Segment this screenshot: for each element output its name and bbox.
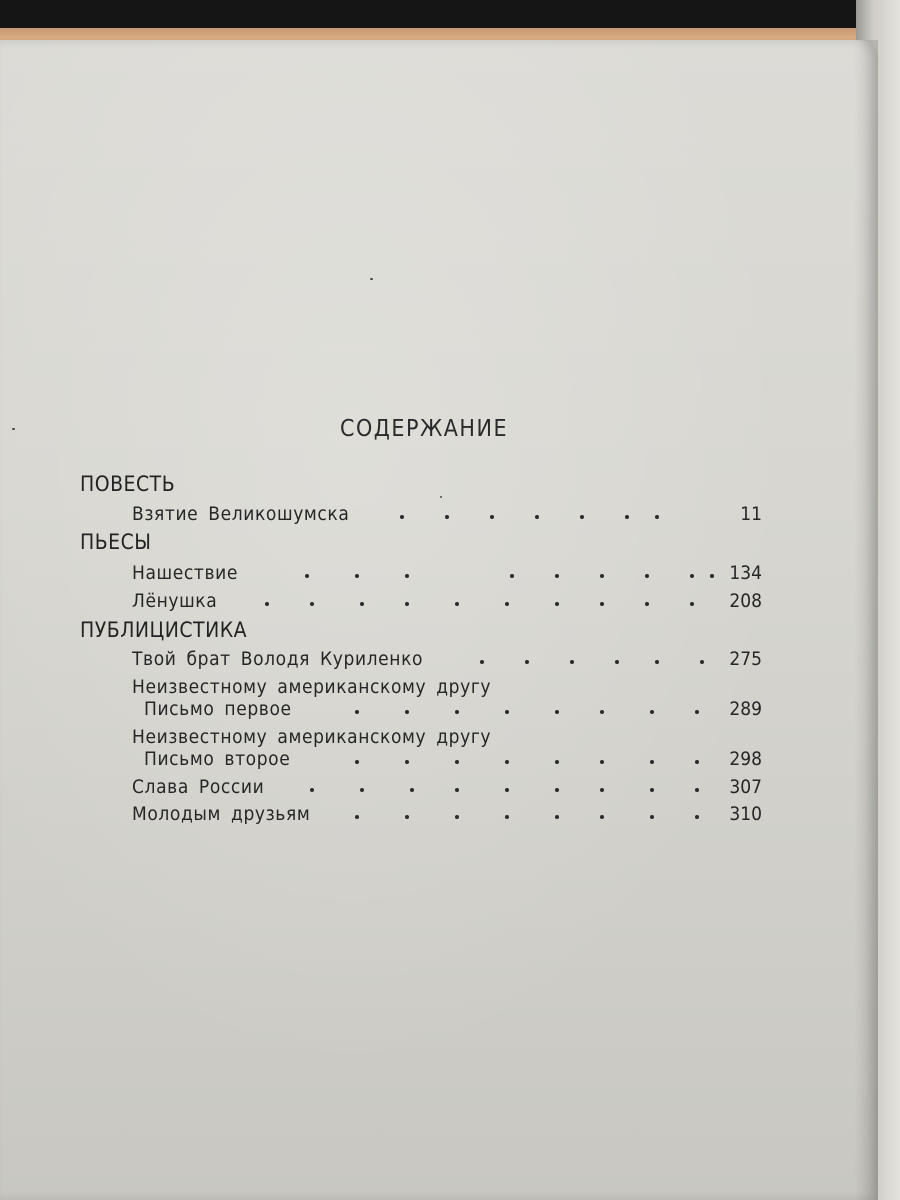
toc-entry — [132, 590, 762, 616]
entry-title: Молодым друзьям — [132, 803, 311, 825]
leader-dot — [305, 574, 309, 578]
entry-page-number: 310 — [729, 803, 762, 825]
leader-dot — [655, 515, 659, 519]
entry-title: Слава России — [132, 776, 265, 798]
toc-entry — [132, 562, 762, 588]
toc-entry — [132, 776, 762, 802]
toc-entry — [132, 648, 762, 674]
entry-title: Письмо второе — [144, 748, 291, 770]
leader-dot — [600, 815, 604, 819]
entry-page-number: 298 — [729, 748, 762, 770]
leader-dot — [695, 815, 699, 819]
leader-dot — [555, 760, 559, 764]
leader-dot — [650, 760, 654, 764]
leader-dot — [455, 602, 459, 606]
leader-dot — [570, 660, 574, 664]
leader-dot — [355, 815, 359, 819]
leader-dot — [650, 710, 654, 714]
leader-dot — [655, 660, 659, 664]
leader-dot — [455, 815, 459, 819]
leader-dot — [555, 574, 559, 578]
leader-dot — [695, 760, 699, 764]
leader-dot — [505, 710, 509, 714]
entry-title: Твой брат Володя Куриленко — [132, 648, 424, 670]
leader-dot — [555, 710, 559, 714]
leader-dot — [555, 788, 559, 792]
leader-dot — [535, 515, 539, 519]
section-heading-publitsistika: ПУБЛИЦИСТИКА — [80, 618, 248, 642]
entry-title: Нашествие — [132, 562, 238, 584]
leader-dot — [490, 515, 494, 519]
leader-dot — [310, 788, 314, 792]
leader-dot — [600, 602, 604, 606]
entry-title: Лёнушка — [132, 590, 218, 612]
leader-dot — [690, 602, 694, 606]
leader-dot — [555, 602, 559, 606]
leader-dot — [355, 710, 359, 714]
section-heading-pesy: ПЬЕСЫ — [80, 530, 152, 554]
entry-page-number: 208 — [729, 590, 762, 612]
entry-page-number: 307 — [729, 776, 762, 798]
toc-title: СОДЕРЖАНИЕ — [340, 416, 509, 442]
entry-page-number: 275 — [729, 648, 762, 670]
leader-dot — [360, 602, 364, 606]
leader-dot — [355, 760, 359, 764]
leader-dot — [645, 602, 649, 606]
leader-dot — [505, 788, 509, 792]
leader-dot — [445, 515, 449, 519]
table-of-contents — [0, 40, 878, 1200]
leader-dot — [505, 815, 509, 819]
leader-dot — [695, 710, 699, 714]
leader-dot — [600, 788, 604, 792]
leader-dot — [405, 574, 409, 578]
entry-page-number: 134 — [729, 562, 762, 584]
leader-dot — [600, 574, 604, 578]
leader-dot — [405, 602, 409, 606]
toc-entry — [132, 748, 762, 774]
toc-entry — [132, 803, 762, 829]
leader-dot — [410, 788, 414, 792]
leader-dot — [615, 660, 619, 664]
leader-dot — [405, 710, 409, 714]
leader-dot — [505, 602, 509, 606]
entry-title: Письмо первое — [144, 698, 292, 720]
entry-title: Взятие Великошумска — [132, 503, 350, 525]
leader-dot — [525, 660, 529, 664]
leader-dot — [510, 574, 514, 578]
leader-dot — [455, 788, 459, 792]
leader-dot — [555, 815, 559, 819]
leader-dot — [600, 710, 604, 714]
leader-dot — [580, 515, 584, 519]
leader-dot — [310, 602, 314, 606]
leader-dot — [265, 602, 269, 606]
book-page — [0, 40, 878, 1200]
leader-dot — [360, 788, 364, 792]
section-heading-povest: ПОВЕСТЬ — [80, 472, 176, 496]
leader-dot — [700, 660, 704, 664]
toc-entry — [132, 698, 762, 724]
entry-title-line1: Неизвестному американскому другу — [132, 676, 492, 698]
entry-title-line1: Неизвестному американскому другу — [132, 726, 492, 748]
toc-entry — [132, 503, 762, 529]
leader-dot — [455, 710, 459, 714]
leader-dot — [405, 815, 409, 819]
leader-dot — [355, 574, 359, 578]
leader-dot — [650, 815, 654, 819]
leader-dot — [405, 760, 409, 764]
entry-page-number: 289 — [729, 698, 762, 720]
leader-dot — [645, 574, 649, 578]
leader-dot — [455, 760, 459, 764]
leader-dot — [710, 574, 714, 578]
leader-dot — [505, 760, 509, 764]
leader-dot — [690, 574, 694, 578]
leader-dot — [480, 660, 484, 664]
leader-dot — [400, 515, 404, 519]
leader-dot — [650, 788, 654, 792]
leader-dot — [625, 515, 629, 519]
entry-page-number: 11 — [740, 503, 762, 525]
leader-dot — [695, 788, 699, 792]
leader-dot — [600, 760, 604, 764]
